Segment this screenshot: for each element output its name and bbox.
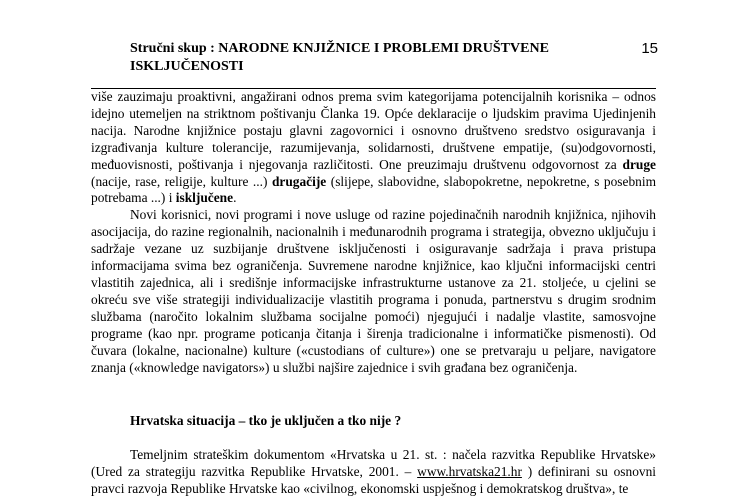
bold-term-drugacije: drugačije <box>271 173 327 189</box>
page-number: 15 <box>641 40 658 57</box>
paragraph-3-text-b: ) definirani su osnovni pravci razvoja Republike Hrvatske kao «civilnog, ekonomski uspješnog i demokratskog društva», te <box>91 464 656 497</box>
spacer <box>91 376 656 393</box>
paragraph-1-text-b: (nacije, rase, religije, kulture ...) <box>91 173 272 189</box>
paragraph-1-text-c: (slijepe, slabovidne, slabopokretne, nepokretne, s posebnim potrebama ...) i <box>91 173 656 206</box>
paragraph-1-text-d: . <box>233 190 237 206</box>
spacer <box>91 430 656 447</box>
header-title: Stručni skup : NARODNE KNJIŽNICE I PROBLEMI DRUŠTVENE ISKLJUČENOSTI <box>130 41 549 74</box>
bold-term-druge: druge <box>622 156 656 172</box>
paragraph-2: Novi korisnici, novi programi i nove usluge od razine pojedinačnih narodnih knjižnica, njihovih asocijacija, do razine regionalnih, nacionalnih i međunarodnih programa i strategija, obvezno uključuju i sadržaje vezane uz suzbijanje društvene isključenosti i osiguravanje sadržaja i prava pristupa informacijama svima bez ograničenja. Suvremene narodne knjižnice, kao ključni informacijski centri vlastitih zajednica, ali i središnje informacijske infrastrukturne ustanove za 21. stoljeće, u cjelini se okreću sve više strategiji individualizacije vlastitih programa i ponuda, partnerstvu s drugim srodnim službama (naročito lokalnim službama socijalne pomoći) njegujući i nadalje vlastite, samosvojne programe (kao npr. programe poticanja čitanja i širenja tradicionalne i informatičke pismenosti). Od čuvara (lokalne, nacionalne) kulture («custodians of culture») one se pretvaraju u peljare, navigatore znanja («knowledge navigators») u službi najšire zajednice i svih građana bez ograničenja. <box>91 207 656 375</box>
paragraph-3 <box>91 447 656 498</box>
bold-term-iskljucene: isključene <box>175 190 234 206</box>
section-heading: Hrvatska situacija – tko je uključen a tko nije ? <box>130 413 402 429</box>
paragraph-3-text-a: Temeljnim strateškim dokumentom «Hrvatska u 21. st. : načela razvitka Republike Hrvatske» (Ured za strategiju razvitka Republike Hrvatske, 2001. – <box>91 447 656 480</box>
hrvatska21-link[interactable]: www.hrvatska21.hr <box>417 464 522 480</box>
paragraph-1-text-a: više zauzimaju proaktivni, angažirani odnos prema svim kategorijama potencijalnih korisnika – odnos idejno utemeljen na striktnom poštivanju Članka 19. Opće deklaracije o ljudskim pravima Ujedinjenih nacija. Narodne knjižnice postaju glavni zagovornici i osnovno društveno sredstvo osiguravanja i izgrađivanja kulture tolerancije, razumijevanja, solidarnosti, društvene empatije, (su)odgovornosti, međuovisnosti, poštivanja i njegovanja različitosti. One preuzimaju društvenu odgovornost za <box>91 89 656 172</box>
paragraph-1 <box>91 89 656 207</box>
page-body <box>91 89 656 498</box>
running-header <box>130 40 658 76</box>
